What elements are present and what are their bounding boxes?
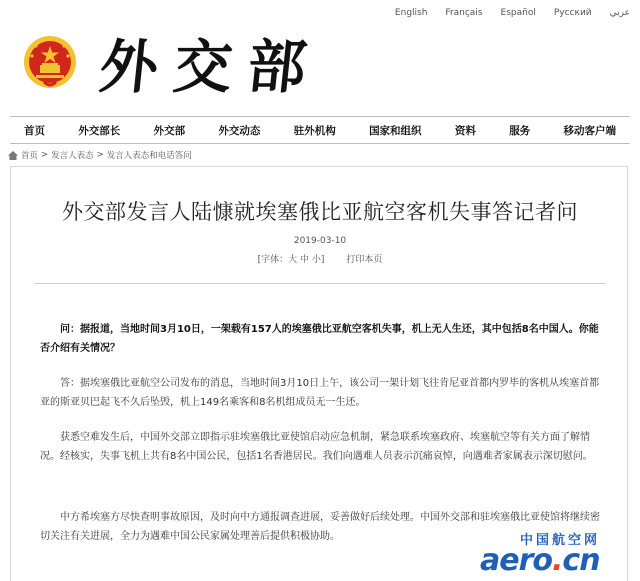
article-date: 2019-03-10	[293, 236, 347, 246]
lang-spanish[interactable]: Español	[500, 8, 536, 18]
nav-mobile[interactable]: 移动客户端	[563, 124, 616, 137]
lang-arabic[interactable]: عربي	[609, 8, 630, 18]
nav-resources[interactable]: 资料	[454, 124, 476, 137]
ministry-logo[interactable]	[96, 22, 308, 112]
lang-english[interactable]: English	[394, 8, 428, 18]
logo-char-3: 部	[244, 33, 308, 101]
nav-ministry[interactable]: 外交部	[153, 124, 186, 137]
nav-home[interactable]: 首页	[24, 124, 45, 137]
lang-russian[interactable]: Русский	[553, 8, 592, 18]
lang-french[interactable]: Français	[445, 8, 483, 18]
article-title: 外交部发言人陆慷就埃塞俄比亚航空客机失事答记者问	[62, 200, 578, 224]
breadcrumb-home[interactable]: 首页	[21, 151, 39, 161]
breadcrumb-current[interactable]: 发言人表态和电话答问	[106, 151, 192, 161]
article-paragraph: 答：据埃塞俄比亚航空公司发布的消息，当地时间3月10日上午，该公司一架计划飞往肯尼亚首都内罗毕的客机从埃塞首都亚的斯亚贝巴起飞不久后坠毁，机上149名乘客和8名机组成员无一生还。	[40, 378, 600, 408]
nav-services[interactable]: 服务	[509, 124, 531, 137]
nav-minister[interactable]: 外交部长	[78, 124, 121, 137]
article-paragraph: 问：据报道，当地时间3月10日，一架载有157人的埃塞俄比亚航空客机失事，机上无人生还，其中包括8名中国人。你能否介绍有关情况？	[40, 324, 599, 354]
article-tools	[0, 252, 640, 265]
print-button[interactable]: 打印本页	[346, 255, 383, 265]
main-nav	[10, 116, 630, 144]
nav-news[interactable]: 外交动态	[218, 124, 261, 137]
breadcrumb-spokesperson[interactable]: 发言人表态	[51, 151, 94, 161]
font-size-toggle[interactable]: [字体：大 中 小]	[257, 255, 325, 265]
language-bar	[395, 8, 630, 18]
national-emblem-icon	[22, 34, 78, 90]
logo-char-1: 外	[96, 33, 160, 101]
logo-char-2: 交	[170, 33, 234, 101]
home-icon	[8, 151, 18, 160]
watermark-cn: 中国航空网	[520, 533, 601, 548]
article-paragraph: 获悉空难发生后，中国外交部立即指示驻埃塞俄比亚使馆启动应急机制，紧急联系埃塞政府、埃塞航空等有关方面了解情况。经核实，失事飞机上共有8名中国公民，包括1名香港居民。我们向遇难人员表示沉痛哀悼，向遇难者家属表示深切慰问。	[40, 432, 593, 462]
article-paragraph: 中方希埃塞方尽快查明事故原因，及时向中方通报调查进展，妥善做好后续处理。中国外交部和驻埃塞俄比亚使馆将继续密切关注有关进展，全力为遇难中国公民家属处理善后提供积极协助。	[40, 512, 600, 542]
watermark-en: aero.cn	[480, 543, 600, 578]
nav-missions[interactable]: 驻外机构	[293, 124, 336, 137]
title-divider	[34, 283, 606, 284]
aero-cn-watermark	[480, 529, 632, 577]
nav-countries[interactable]: 国家和组织	[369, 124, 422, 137]
breadcrumb: 首页 > 发言人表态 > 发言人表态和电话答问	[8, 149, 192, 161]
